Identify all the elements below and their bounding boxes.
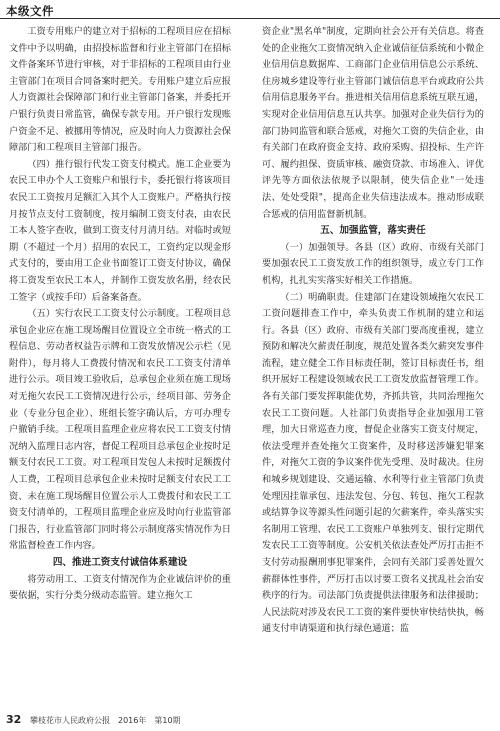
paragraph: （五）实行农民工工资支付公示制度。工程项目总承包企业应在施工现场醒目位置设立全市统一格式的工程信息、劳动者权益告示牌和工资发放情况公示栏（见附件），每月将人工费拨付情况和农民工工资支付清单进行公示。项目竣工验收后，总承包企业须在施工现场对无拖欠农民工工资情况进行公示，经项目部、劳务企业（专业分包企业）、班组长签字确认后，方可办理专户撤销手续。工程项目监理企业应将农民工工资支付情况纳入监理日志内容，督促工程项目总承包企业按时足额支付农民工工资。对工程项目发包人未按时足额拨付人工费，工程项目总承包企业未按时足额支付农民工工资、未在施工现场醒目位置公示人工费拨付和农民工工资支付清单的，工程项目监理企业应及时向行业监管部门报告，行业监管部门同时将公示制度落实情况作为日常监督检查工作内容。 [9, 308, 231, 552]
section-title: 本级文件 [6, 4, 54, 18]
header-divider [0, 18, 500, 19]
paragraph: （二）明确职责。住建部门在建设领域拖欠农民工工资问题排查工作中，牵头负责工作机制的建立和运行。各县（区）政府、市级有关部门要高度重视，建立预防和解决欠薪责任制度，规范处置各类欠薪突发事件流程，建立健全工作目标责任制，签订目标责任书，组织开展好工程建设领域农民工工资发放监督管理工作。各有关部门要发挥职能优势，齐抓共管，共同治理拖欠农民工工资问题。人社部门负责指导企业加强用工管理，加大日常巡查力度，督促企业落实工资支付规定，依法受理并查处拖欠工资案件，及时移送涉嫌犯罪案件，对拖欠工资的争议案件优先受理、及时裁决。住房和城乡规划建设、交通运输、水利等行业主管部门负责处理因挂靠承包、违法发包、分包、转包、拖欠工程款或结算争议等源头性问题引起的欠薪案件，牵头落实实名制用工管理、农民工工资账户单独列支、银行定期代发农民工工资等制度。公安机关依法查处严厉打击拒不支付劳动报酬刑事犯罪案件，会同有关部门妥善处置欠薪群体性事件，严厉打击以讨要工资名义扰乱社会治安秩序的行为。司法部门负责提供法律服务和法律援助；人民法院对涉及农民工工资的案件要快审快结快执，畅通支付申请渠道和执行绿色通道；监 [262, 291, 484, 635]
page-footer [0, 711, 500, 731]
section-heading: 四、推进工资支付诚信体系建设 [52, 557, 188, 568]
paragraph: 将劳动用工、工资支付情况作为企业诚信评价的重要依据，实行分类分级动态监管。建立拖欠工 [9, 573, 231, 602]
paragraph: （一）加强领导。各县（区）政府、市级有关部门要加强农民工工资发放工作的组织领导，成立专门工作机构，扎扎实实落实好相关工作措施。 [262, 241, 484, 286]
left-column [9, 24, 231, 708]
right-column [262, 24, 484, 708]
paragraph: 工资专用账户的建立对于招标的工程项目应在招标文件中予以明确，由招投标监督和行业主管部门在招标文件备案环节进行审核，对于非招标的工程项目由行业主管部门在项目合同备案时把关。专用账户建立后应报人力资源社会保障部门和行业主管部门备案，并委托开户银行负责日常监管，确保专款专用。开户银行发现账户资金不足、被挪用等情况，应及时向人力资源社会保障部门和工程项目主管部门报告。 [9, 26, 231, 154]
journal-name: 攀枝花市人民政府公报 2016年 第10期 [30, 716, 181, 725]
paragraph: （四）推行银行代发工资支付模式。施工企业要为农民工申办个人工资账户和银行卡，委托银行将该项目农民工工资按月足额汇入其个人工资账户。严格执行按月按节点支付工资制度，按月编制工资支付表，由农民工本人签字查收，做到工资支付月清月结。对临时或短期（不超过一个月）招用的农民工，工资约定以现金形式支付的，要由用工企业书面签订工资支付协议，确保将工资发至农民工本人，并制作工资发放名册，经农民工签字（或按手印）后备案备查。 [9, 158, 231, 303]
paragraph: 资企业"黑名单"制度，定期向社会公开有关信息。将查处的企业拖欠工资情况纳入企业诚信征信系统和小微企业信用信息数据库、工商部门企业信用信息公示系统、住房城乡建设等行业主管部门诚信信息平台或政府公共信用信息服务平台。推进相关信用信息系统互联互通，实现对企业信用信息互认共享。加强对企业失信行为的部门协同监管和联合惩戒，对拖欠工资的失信企业，由有关部门在政府资金支持、政府采购、招投标、生产许可、履约担保、资质审核、融资贷款、市场准入、评优评先等方面依法依规予以限制，使失信企业"一处违法、处处受限"，提高企业失信违法成本。推动形成联合惩戒的信用监督新机制。 [262, 26, 484, 220]
page-header [0, 0, 500, 20]
section-heading: 五、加强监管，落实责任 [320, 225, 426, 237]
page-number: 32 [6, 713, 22, 726]
